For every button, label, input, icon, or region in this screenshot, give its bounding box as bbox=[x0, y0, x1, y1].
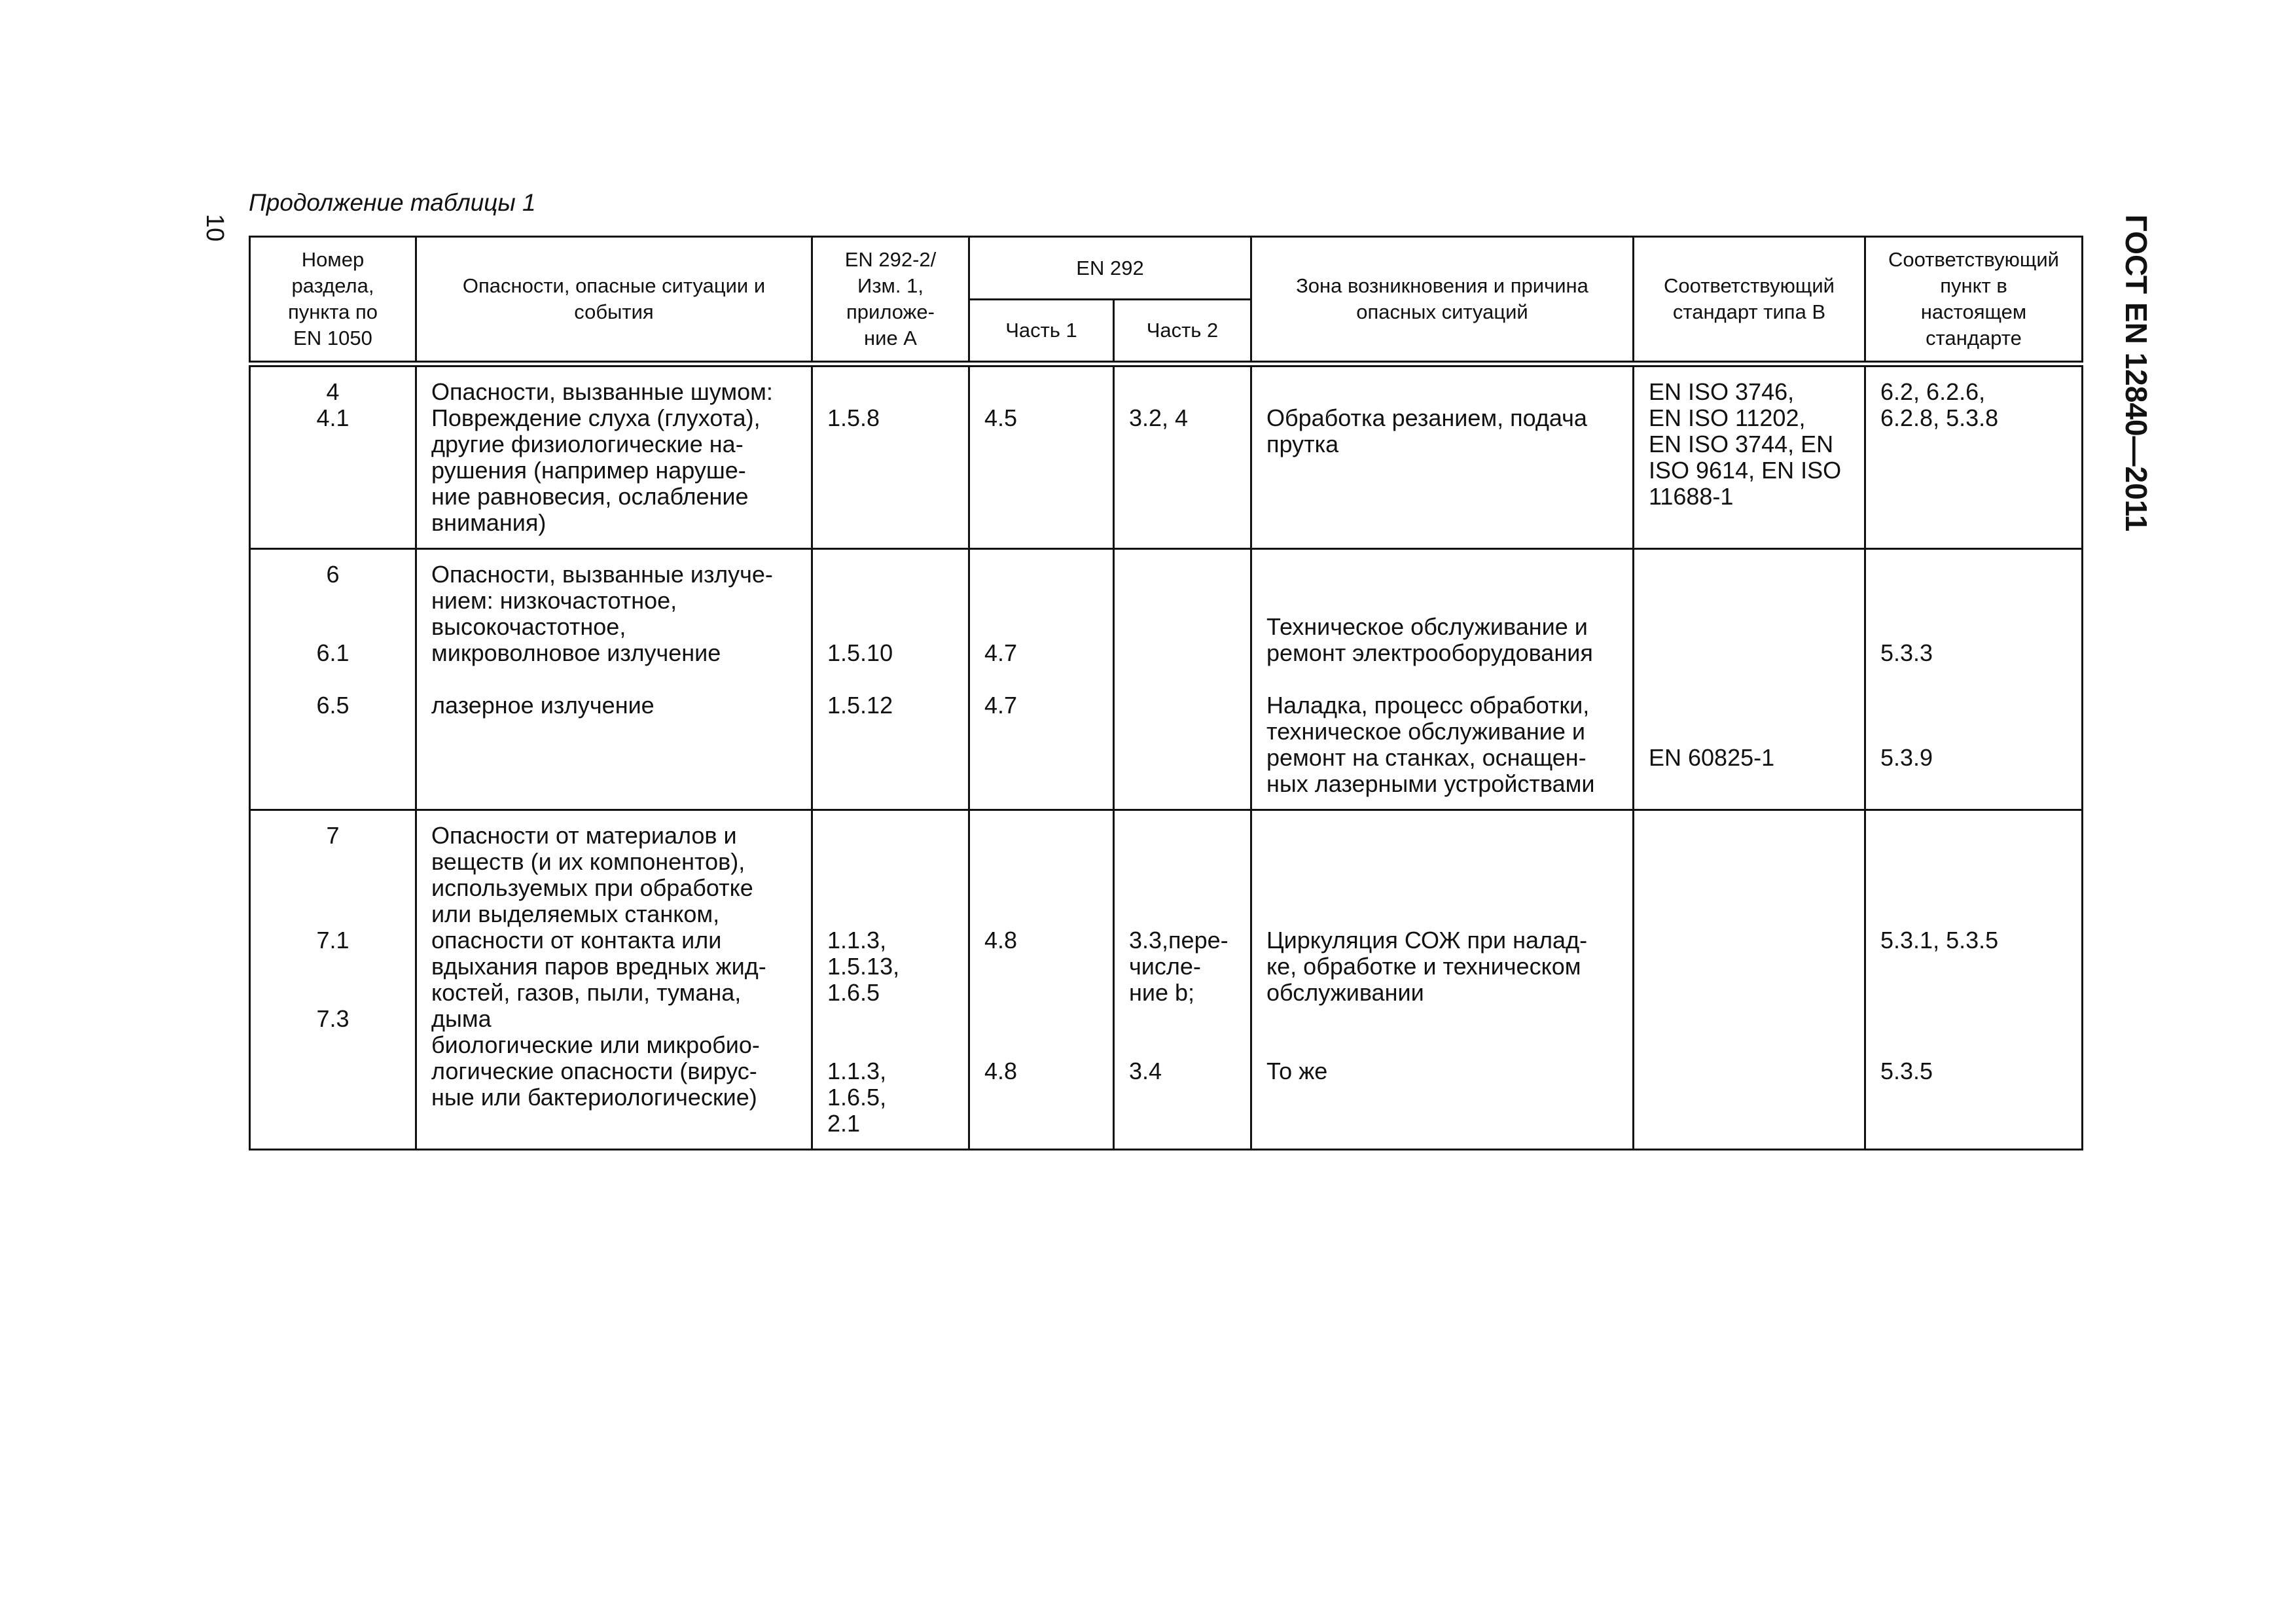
text-line: 4 bbox=[326, 378, 340, 405]
table-row bbox=[250, 549, 2083, 810]
text-line bbox=[827, 614, 954, 640]
text-line bbox=[1649, 562, 1850, 588]
cell-part2 bbox=[1114, 364, 1251, 549]
text-line: 5.3.1, 5.3.5 bbox=[1880, 927, 1999, 954]
text-line: или выделяемых станком, bbox=[431, 901, 720, 927]
cell-part1 bbox=[969, 549, 1114, 810]
text-line: прутка bbox=[1266, 431, 1339, 457]
text-line: приложе- bbox=[846, 300, 935, 323]
cell-hazards bbox=[416, 549, 812, 810]
text-line: 1.5.12 bbox=[827, 692, 893, 719]
cell-part2 bbox=[1114, 549, 1251, 810]
header-section bbox=[250, 237, 416, 365]
text-line bbox=[984, 1032, 1098, 1058]
text-line bbox=[1649, 640, 1850, 666]
text-line bbox=[256, 614, 410, 640]
text-line bbox=[1649, 719, 1850, 745]
text-line bbox=[984, 379, 1098, 405]
text-line: ремонт на станках, оснащен- bbox=[1266, 744, 1587, 771]
text-line: внимания) bbox=[431, 509, 547, 536]
text-line bbox=[256, 954, 410, 980]
text-line: Номер bbox=[301, 248, 365, 271]
header-clause bbox=[1865, 237, 2083, 365]
cell-part1 bbox=[969, 364, 1114, 549]
text-line bbox=[984, 849, 1098, 875]
text-line bbox=[1129, 901, 1236, 927]
header-standard-b bbox=[1634, 237, 1865, 365]
text-line bbox=[1266, 588, 1618, 614]
text-line: То же bbox=[1266, 1058, 1328, 1084]
cell-en292-2 bbox=[812, 549, 969, 810]
text-line: ние А bbox=[864, 327, 917, 349]
text-line bbox=[1266, 379, 1618, 405]
text-line: опасных ситуаций bbox=[1356, 300, 1528, 323]
text-line bbox=[1880, 719, 2067, 745]
text-line bbox=[1266, 849, 1618, 875]
text-line bbox=[1880, 666, 2067, 692]
text-line: 1.6.5 bbox=[827, 979, 880, 1006]
text-line: 6.2, 6.2.6, bbox=[1880, 378, 1986, 405]
text-line: техническое обслуживание и bbox=[1266, 718, 1585, 745]
cell-zone bbox=[1251, 549, 1634, 810]
cell-part1 bbox=[969, 810, 1114, 1150]
text-line bbox=[1880, 980, 2067, 1006]
header-en292-2 bbox=[812, 237, 969, 365]
text-line: Изм. 1, bbox=[857, 274, 924, 297]
text-line bbox=[827, 901, 954, 927]
cell-standard-b bbox=[1634, 549, 1865, 810]
text-line bbox=[1649, 588, 1850, 614]
text-line: высокочастотное, bbox=[431, 613, 626, 640]
text-line: 11688-1 bbox=[1649, 483, 1734, 510]
text-line: нием: низкочастотное, bbox=[431, 587, 677, 614]
text-line: раздела, bbox=[291, 274, 374, 297]
text-line: настоящем bbox=[1920, 300, 2027, 323]
cell-clause bbox=[1865, 364, 2083, 549]
text-line: пункт в bbox=[1940, 274, 2007, 297]
cell-clause bbox=[1865, 549, 2083, 810]
header-hazards bbox=[416, 237, 812, 365]
cell-en292-2 bbox=[812, 810, 969, 1150]
text-line: 5.3.9 bbox=[1880, 744, 1933, 771]
text-line: EN ISO 3746, bbox=[1649, 378, 1795, 405]
text-line: 6 bbox=[326, 561, 340, 588]
text-line: другие физиологические на- bbox=[431, 431, 744, 457]
table-body bbox=[250, 364, 2083, 1150]
text-line bbox=[827, 849, 954, 875]
text-line bbox=[984, 666, 1098, 692]
table-row bbox=[250, 364, 2083, 549]
text-line bbox=[1129, 875, 1236, 901]
text-line bbox=[827, 666, 954, 692]
text-line: числе- bbox=[1129, 953, 1201, 980]
text-line: 7.1 bbox=[316, 927, 350, 954]
text-line: лазерное излучение bbox=[431, 692, 655, 719]
text-line bbox=[256, 588, 410, 614]
text-line bbox=[1880, 614, 2067, 640]
text-line bbox=[1880, 588, 2067, 614]
text-line bbox=[256, 875, 410, 901]
text-line bbox=[1266, 1006, 1618, 1032]
text-line: веществ (и их компонентов), bbox=[431, 848, 745, 875]
text-line bbox=[1129, 1006, 1236, 1032]
text-line: 4.7 bbox=[984, 639, 1018, 666]
text-line: EN 60825-1 bbox=[1649, 744, 1775, 771]
text-line bbox=[984, 588, 1098, 614]
text-line bbox=[1129, 379, 1236, 405]
text-line: 5.3.5 bbox=[1880, 1058, 1933, 1084]
header-zone bbox=[1251, 237, 1634, 365]
text-line bbox=[1880, 1006, 2067, 1032]
text-line: 1.1.3, bbox=[827, 927, 887, 954]
text-line: ные или бактериологические) bbox=[431, 1084, 757, 1111]
text-line bbox=[1129, 823, 1236, 849]
text-line: пункта по bbox=[287, 300, 378, 323]
text-line bbox=[1880, 954, 2067, 980]
text-line: 4.8 bbox=[984, 927, 1018, 954]
text-line bbox=[984, 1006, 1098, 1032]
text-line bbox=[256, 666, 410, 692]
text-line bbox=[827, 1032, 954, 1058]
text-line: EN 1050 bbox=[293, 327, 372, 349]
text-line: Опасности от материалов и bbox=[431, 822, 737, 849]
text-line: ISO 9614, EN ISO bbox=[1649, 457, 1842, 484]
text-line bbox=[1649, 692, 1850, 719]
text-line: ных лазерными устройствами bbox=[1266, 770, 1595, 797]
text-line: ремонт электрооборудования bbox=[1266, 639, 1593, 666]
text-line bbox=[256, 980, 410, 1006]
text-line: обслуживании bbox=[1266, 979, 1424, 1006]
table-row bbox=[250, 810, 2083, 1150]
text-line: рушения (например наруше- bbox=[431, 457, 746, 484]
cell-hazards bbox=[416, 810, 812, 1150]
text-line: 4.5 bbox=[984, 404, 1018, 431]
text-line: Опасности, вызванные шумом: bbox=[431, 378, 773, 405]
text-line: события bbox=[574, 300, 654, 323]
text-line: ние b; bbox=[1129, 979, 1195, 1006]
text-line: вдыхания паров вредных жид- bbox=[431, 953, 766, 980]
text-line bbox=[1880, 692, 2067, 719]
text-line bbox=[1266, 666, 1618, 692]
text-line: 6.5 bbox=[316, 692, 350, 719]
text-line bbox=[1266, 823, 1618, 849]
text-line: 3.4 bbox=[1129, 1058, 1162, 1084]
page-number-text: 10 bbox=[201, 213, 228, 242]
cell-section bbox=[250, 549, 416, 810]
text-line: EN 292-2/ bbox=[844, 248, 937, 271]
text-line: дыма bbox=[431, 1005, 492, 1032]
text-line: 1.1.3, bbox=[827, 1058, 887, 1084]
text-line: костей, газов, пыли, тумана, bbox=[431, 979, 742, 1006]
text-line: 6.1 bbox=[316, 639, 350, 666]
text-line bbox=[984, 980, 1098, 1006]
text-line bbox=[1880, 562, 2067, 588]
cell-zone bbox=[1251, 810, 1634, 1150]
text-line bbox=[984, 954, 1098, 980]
text-line: 4.1 bbox=[316, 404, 350, 431]
text-line bbox=[984, 901, 1098, 927]
text-line bbox=[256, 901, 410, 927]
text-line: Соответствующий bbox=[1664, 274, 1835, 297]
cell-clause bbox=[1865, 810, 2083, 1150]
header-en292: EN 292 bbox=[969, 237, 1251, 300]
text-line bbox=[984, 614, 1098, 640]
text-line bbox=[1129, 1032, 1236, 1058]
text-line: ние равновесия, ослабление bbox=[431, 483, 749, 510]
text-line: 1.5.10 bbox=[827, 639, 893, 666]
text-line: опасности от контакта или bbox=[431, 927, 722, 954]
text-line: EN ISO 11202, bbox=[1649, 404, 1806, 431]
cell-section bbox=[250, 364, 416, 549]
text-line bbox=[431, 666, 797, 692]
cell-part2 bbox=[1114, 810, 1251, 1150]
text-line: 1.6.5, bbox=[827, 1084, 887, 1111]
text-line bbox=[1266, 1032, 1618, 1058]
cell-standard-b bbox=[1634, 364, 1865, 549]
cell-section bbox=[250, 810, 416, 1150]
text-line bbox=[984, 562, 1098, 588]
document-code-text: ГОСТ EN 12840—2011 bbox=[2119, 214, 2153, 532]
text-line: Опасности, опасные ситуации и bbox=[462, 274, 766, 297]
text-line bbox=[827, 1006, 954, 1032]
text-line: 4.8 bbox=[984, 1058, 1018, 1084]
text-line: ке, обработке и техническом bbox=[1266, 953, 1581, 980]
text-line bbox=[827, 875, 954, 901]
text-line: EN ISO 3744, EN bbox=[1649, 431, 1834, 457]
text-line bbox=[1649, 666, 1850, 692]
text-line: микроволновое излучение bbox=[431, 639, 721, 666]
text-line: 2.1 bbox=[827, 1110, 861, 1137]
text-line: Техническое обслуживание и bbox=[1266, 613, 1588, 640]
text-line bbox=[256, 849, 410, 875]
table-header bbox=[250, 237, 2083, 365]
text-line bbox=[1880, 849, 2067, 875]
text-line: биологические или микробио- bbox=[431, 1031, 760, 1058]
header-part1: Часть 1 bbox=[969, 300, 1114, 365]
text-line: Зона возникновения и причина bbox=[1296, 274, 1588, 297]
text-line bbox=[1880, 875, 2067, 901]
text-line: 1.5.13, bbox=[827, 953, 900, 980]
text-line bbox=[984, 823, 1098, 849]
text-line: 4.7 bbox=[984, 692, 1018, 719]
text-line: 7.3 bbox=[316, 1005, 350, 1032]
header-part2: Часть 2 bbox=[1114, 300, 1251, 365]
hazards-table bbox=[249, 236, 2083, 1150]
text-line bbox=[1266, 562, 1618, 588]
text-line bbox=[1880, 1032, 2067, 1058]
cell-standard-b bbox=[1634, 810, 1865, 1150]
text-line bbox=[1880, 901, 2067, 927]
text-line: Соответствующий bbox=[1888, 248, 2059, 271]
text-line: Циркуляция СОЖ при налад- bbox=[1266, 927, 1588, 954]
text-line bbox=[827, 823, 954, 849]
text-line: стандарт типа В bbox=[1672, 300, 1826, 323]
text-line: используемых при обработке bbox=[431, 874, 753, 901]
cell-hazards bbox=[416, 364, 812, 549]
text-line: 1.5.8 bbox=[827, 404, 880, 431]
text-line bbox=[827, 562, 954, 588]
text-line bbox=[1129, 849, 1236, 875]
text-line: Наладка, процесс обработки, bbox=[1266, 692, 1590, 719]
text-line bbox=[827, 379, 954, 405]
text-line bbox=[1266, 875, 1618, 901]
text-line: Повреждение слуха (глухота), bbox=[431, 404, 761, 431]
text-line: логические опасности (вирус- bbox=[431, 1058, 757, 1084]
text-line: Опасности, вызванные излуче- bbox=[431, 561, 773, 588]
text-line: стандарте bbox=[1926, 327, 2022, 349]
cell-en292-2 bbox=[812, 364, 969, 549]
text-line: 7 bbox=[326, 822, 340, 849]
text-line bbox=[1649, 614, 1850, 640]
text-line bbox=[1266, 901, 1618, 927]
text-line bbox=[984, 875, 1098, 901]
text-line: 3.3,пере- bbox=[1129, 927, 1229, 954]
table-caption: Продолжение таблицы 1 bbox=[249, 189, 536, 216]
text-line: 3.2, 4 bbox=[1129, 404, 1189, 431]
text-line: 5.3.3 bbox=[1880, 639, 1933, 666]
text-line bbox=[1880, 823, 2067, 849]
text-line: Обработка резанием, подача bbox=[1266, 404, 1587, 431]
text-line: 6.2.8, 5.3.8 bbox=[1880, 404, 1999, 431]
text-line bbox=[827, 588, 954, 614]
cell-zone bbox=[1251, 364, 1634, 549]
